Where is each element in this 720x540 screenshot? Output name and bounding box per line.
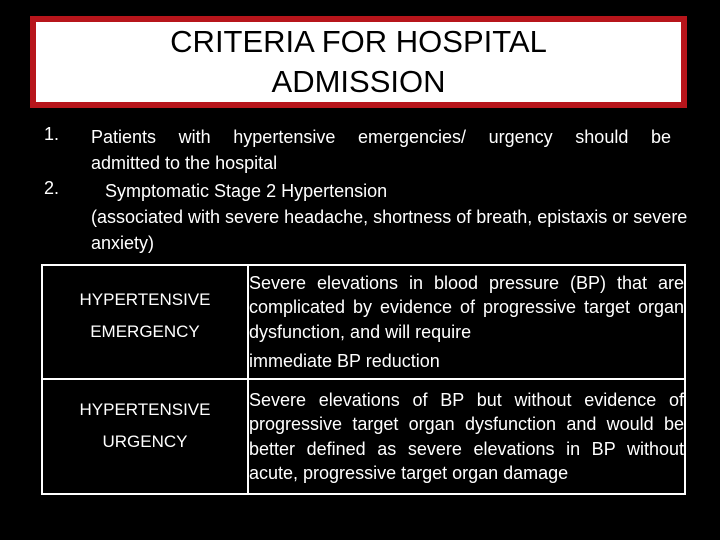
- criteria-text: [91, 124, 671, 176]
- criteria-detail: (associated with severe headache, shortness of breath, epistaxis or severe anxiety): [91, 207, 688, 253]
- table-row: [42, 379, 685, 494]
- term-line-1: HYPERTENSIVE: [79, 290, 211, 309]
- criteria-text: [91, 178, 691, 256]
- term-line-2: URGENCY: [102, 432, 188, 451]
- title-banner: [30, 16, 687, 108]
- table-row: [42, 265, 685, 379]
- slide-title: CRITERIA FOR HOSPITAL ADMISSION: [170, 24, 547, 99]
- definitions-table: [41, 264, 686, 495]
- definition-cell: [248, 379, 685, 494]
- definition-text: Severe elevations in blood pressure (BP) that are complicated by evidence of progressive target organ dysfunction, and will require: [249, 272, 684, 342]
- definition-text-continued: immediate BP reduction: [249, 351, 440, 371]
- criteria-number: 1.: [44, 124, 60, 144]
- criteria-text-line-1: Patients with hypertensive emergencies/ urgency should be: [91, 127, 671, 147]
- criteria-number: 2.: [44, 178, 60, 198]
- term-cell: [42, 379, 248, 494]
- definition-cell: [248, 265, 685, 379]
- criteria-text-line-2: admitted to the hospital: [91, 153, 278, 173]
- term-line-1: HYPERTENSIVE: [79, 400, 211, 419]
- term-label: [43, 394, 247, 458]
- term-line-2: EMERGENCY: [90, 322, 200, 341]
- term-cell: [42, 265, 248, 379]
- criteria-heading: Symptomatic Stage 2 Hypertension: [105, 181, 388, 201]
- term-label: [43, 284, 247, 348]
- definition-text: Severe elevations of BP but without evidence of progressive target organ dysfunction and would be better defined as severe elevations in BP without acute, progressive target organ damage: [249, 389, 684, 483]
